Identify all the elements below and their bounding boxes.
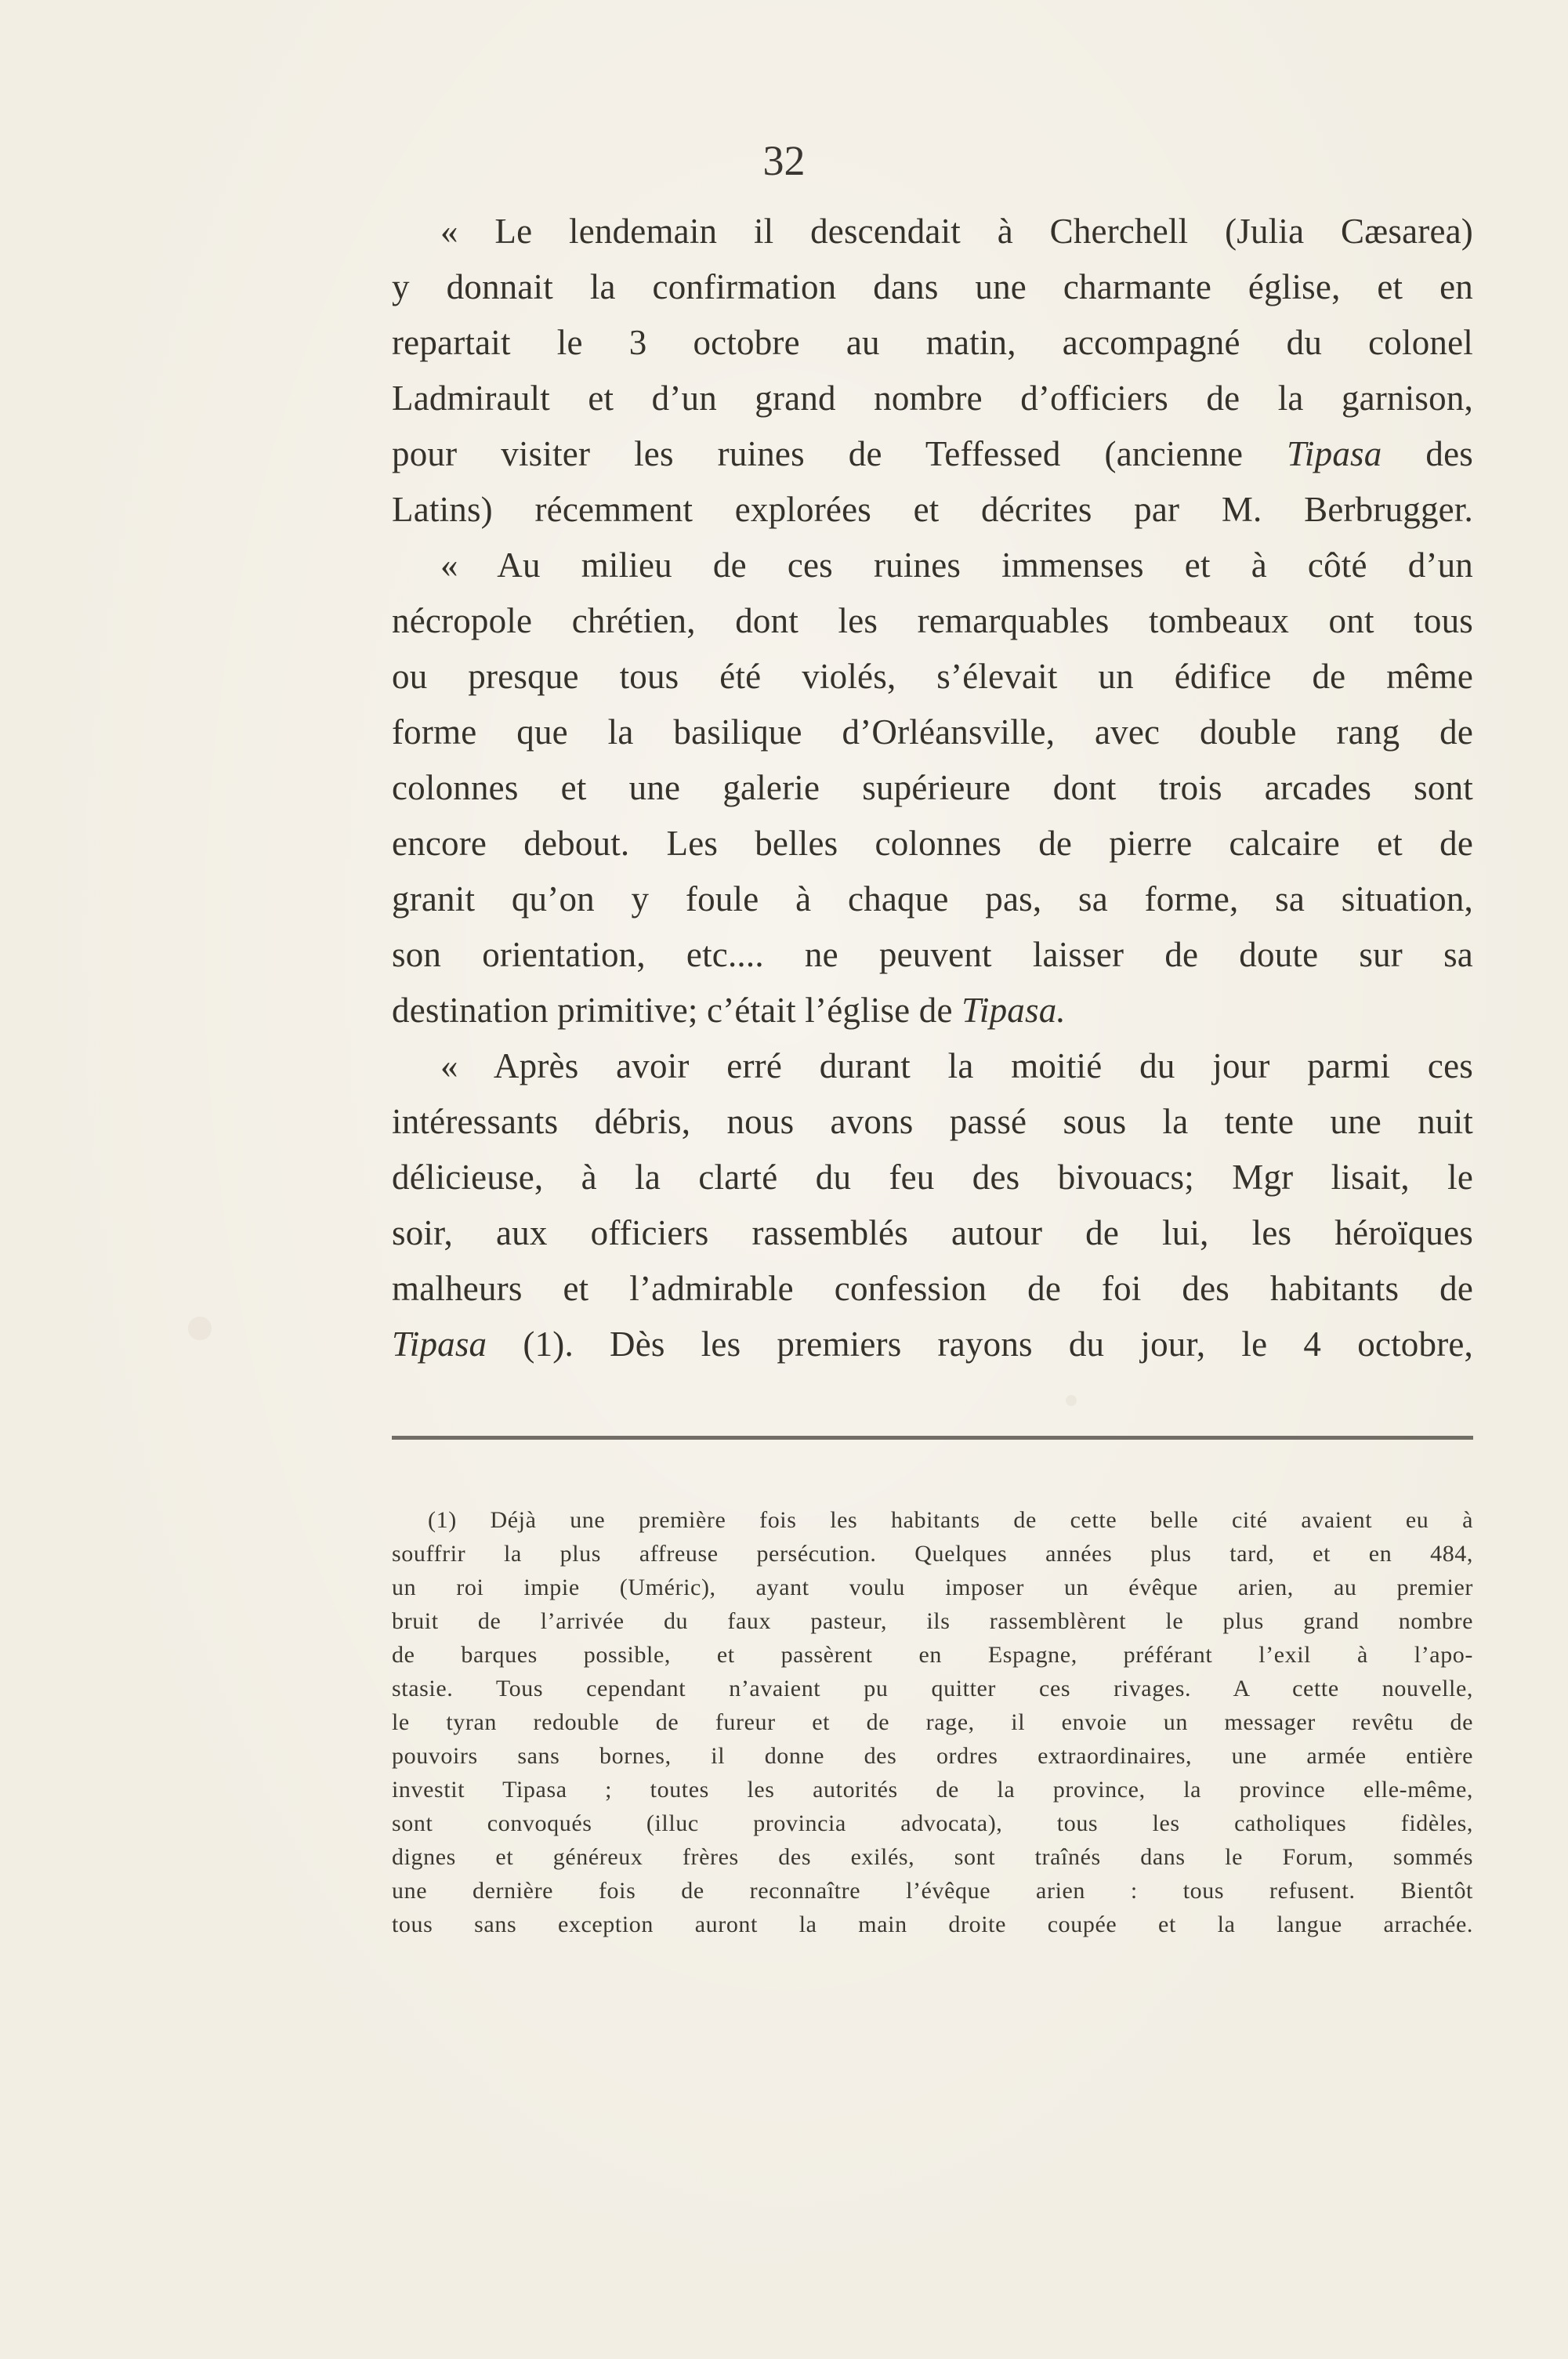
body-line: Ladmirault et d’un grand nombre d’officiers de la garnison, bbox=[392, 379, 1473, 418]
page-number: 32 bbox=[762, 137, 806, 184]
body-line: ou presque tous été violés, s’élevait un édifice de même bbox=[392, 657, 1473, 696]
footnote-line: une dernière fois de reconnaître l’évêque arien : tous refusent. Bientôt bbox=[392, 1878, 1473, 1904]
footnote-line: pouvoirs sans bornes, il donne des ordres extraordinaires, une armée entière bbox=[392, 1743, 1473, 1769]
footnote-line: tous sans exception auront la main droite coupée et la langue arrachée. bbox=[392, 1911, 1473, 1937]
body-line: y donnait la confirmation dans une charmante église, et en bbox=[392, 267, 1473, 306]
body-line: repartait le 3 octobre au matin, accompagné du colonel bbox=[392, 323, 1473, 362]
body-line: « Après avoir erré durant la moitié du jour parmi ces bbox=[440, 1046, 1473, 1085]
footnote-line: un roi impie (Uméric), ayant voulu imposer un évêque arien, au premier bbox=[392, 1574, 1473, 1600]
footnote bbox=[392, 1503, 1473, 1941]
paper-stain bbox=[188, 1317, 212, 1340]
body-line-text: pour visiter les ruines de Teffessed (ancienne bbox=[392, 434, 1287, 473]
body-text bbox=[392, 204, 1473, 1372]
footnote-line: investit Tipasa ; toutes les autorités de la province, la province elle-même, bbox=[392, 1777, 1473, 1803]
body-line bbox=[392, 426, 1473, 482]
italic-place-name: Tipasa bbox=[1287, 434, 1382, 473]
body-line bbox=[392, 1317, 1473, 1372]
body-line: soir, aux officiers rassemblés autour de lui, les héroïques bbox=[392, 1213, 1473, 1252]
body-line: « Le lendemain il descendait à Cherchell (Julia Cæsarea) bbox=[440, 212, 1473, 251]
body-line: encore debout. Les belles colonnes de pierre calcaire et de bbox=[392, 824, 1473, 863]
paper-stain bbox=[1066, 1395, 1077, 1406]
footnote-line: sont convoqués (illuc provincia advocata), tous les catholiques fidèles, bbox=[392, 1810, 1473, 1836]
footnote-line: souffrir la plus affreuse persécution. Quelques années plus tard, et en 484, bbox=[392, 1541, 1473, 1567]
body-line: Latins) récemment explorées et décrites par M. Berbrugger. bbox=[392, 490, 1473, 529]
footnote-divider bbox=[392, 1436, 1473, 1440]
footnote-line: stasie. Tous cependant n’avaient pu quitter ces rivages. A cette nouvelle, bbox=[392, 1676, 1473, 1701]
footnote-line: le tyran redouble de fureur et de rage, il envoie un messager revêtu de bbox=[392, 1709, 1473, 1735]
body-line: « Au milieu de ces ruines immenses et à côté d’un bbox=[440, 545, 1473, 585]
body-line-text: (1). Dès les premiers rayons du jour, le 4 octobre, bbox=[487, 1324, 1473, 1364]
body-line: intéressants débris, nous avons passé sous la tente une nuit bbox=[392, 1102, 1473, 1141]
body-line: colonnes et une galerie supérieure dont trois arcades sont bbox=[392, 768, 1473, 807]
body-line-text: destination primitive; c’était l’église de bbox=[392, 991, 962, 1030]
body-line bbox=[392, 983, 1473, 1038]
footnote-line: de barques possible, et passèrent en Espagne, préférant l’exil à l’apo- bbox=[392, 1642, 1473, 1668]
body-line: nécropole chrétien, dont les remarquables tombeaux ont tous bbox=[392, 601, 1473, 640]
body-line: malheurs et l’admirable confession de foi des habitants de bbox=[392, 1269, 1473, 1308]
italic-place-name: Tipasa bbox=[392, 1324, 487, 1364]
footnote-line: dignes et généreux frères des exilés, sont traînés dans le Forum, sommés bbox=[392, 1844, 1473, 1870]
body-line-text: des bbox=[1382, 434, 1473, 473]
footnote-line: bruit de l’arrivée du faux pasteur, ils rassemblèrent le plus grand nombre bbox=[392, 1608, 1473, 1634]
footnote-line: (1) Déjà une première fois les habitants de cette belle cité avaient eu à bbox=[428, 1507, 1473, 1533]
body-line: délicieuse, à la clarté du feu des bivouacs; Mgr lisait, le bbox=[392, 1158, 1473, 1197]
body-line: granit qu’on y foule à chaque pas, sa forme, sa situation, bbox=[392, 879, 1473, 919]
italic-place-name: Tipasa. bbox=[961, 991, 1066, 1030]
body-line: son orientation, etc.... ne peuvent laisser de doute sur sa bbox=[392, 935, 1473, 974]
body-line: forme que la basilique d’Orléansville, avec double rang de bbox=[392, 712, 1473, 752]
